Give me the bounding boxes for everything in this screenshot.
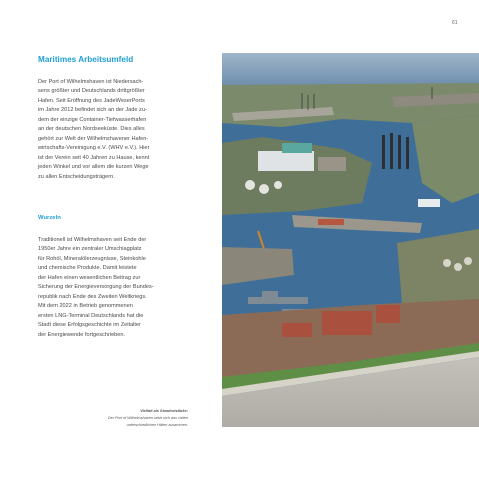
caption-line: unterschiedlichen Häfen zusammen.	[126, 422, 188, 427]
caption-line: Der Port of Wilhelmshaven setzt sich aus vielen	[107, 415, 188, 420]
paragraph-2	[38, 236, 198, 340]
text-line: gehört zur Welt der Wilhelmshavener Hafen-	[38, 135, 149, 142]
text-line: dem der einzige Container-Tiefwasserhafen	[38, 116, 147, 123]
text-line: jeden Winkel und vor allem die kurzen Wege	[38, 164, 149, 171]
horizon-haze	[222, 53, 479, 85]
harbor-aerial-photo	[222, 53, 479, 427]
text-line: Sicherung der Energieversorgung der Bundes-	[38, 284, 154, 291]
text-line: und chemische Produkte. Damit leistete	[38, 265, 137, 272]
text-line: der Hafen einen wesentlichen Beitrag zur	[38, 274, 141, 281]
text-line: für Rohöl, Mineralölerzeugnisse, Steinkohle	[38, 255, 146, 262]
text-line: ist der Verein seit 40 Jahren zu Hause, kennt	[38, 154, 150, 161]
page-number: 61	[452, 20, 458, 26]
text-line: sens größter und Deutschlands drittgrößter	[38, 88, 145, 95]
section-subtitle: Wurzeln	[38, 215, 61, 221]
paragraph-1	[38, 78, 198, 182]
caption-title: Vielfalt als Standortstärke:	[140, 409, 188, 413]
text-line: Traditionell ist Wilhelmshaven seit Ende der	[38, 237, 147, 243]
warehouse	[318, 157, 346, 171]
text-line: wirtschafts-Vereinigung e.V. (WHV e.V.). Hier	[38, 145, 150, 152]
text-line: Mit dem 2022 in Betrieb genommenen	[38, 303, 133, 310]
white-ship	[418, 199, 440, 207]
text-line: 1950er Jahre ein zentraler Umschlagplatz	[38, 246, 142, 253]
photo-caption	[108, 408, 188, 428]
text-line: Hafen. Seit Eröffnung des JadeWeserPorts	[38, 97, 145, 104]
teal-roof	[282, 143, 312, 153]
section-title: Maritimes Arbeitsumfeld	[38, 55, 134, 64]
text-line: Stadt diese Erfolgsgeschichte im Zeitalter	[38, 322, 141, 329]
text-line: im Jahre 2012 befindet sich an der Jade zu-	[38, 107, 147, 114]
harbor-illustration	[222, 53, 479, 427]
white-hall	[258, 151, 314, 171]
text-line: der Energiewende fortgeschrieben.	[38, 331, 126, 338]
text-line: republik nach Ende des Zweiten Weltkriegs.	[38, 293, 147, 300]
text-line: Der Port of Wilhelmshaven ist Niedersach-	[38, 79, 144, 85]
text-line: zu allen Entscheidungsträgern.	[38, 173, 115, 180]
text-line: ersten LNG-Terminal Deutschlands hat die	[38, 312, 144, 319]
text-line: an der deutschen Nordseeküste. Dies alles	[38, 126, 145, 133]
red-roof	[318, 219, 344, 225]
